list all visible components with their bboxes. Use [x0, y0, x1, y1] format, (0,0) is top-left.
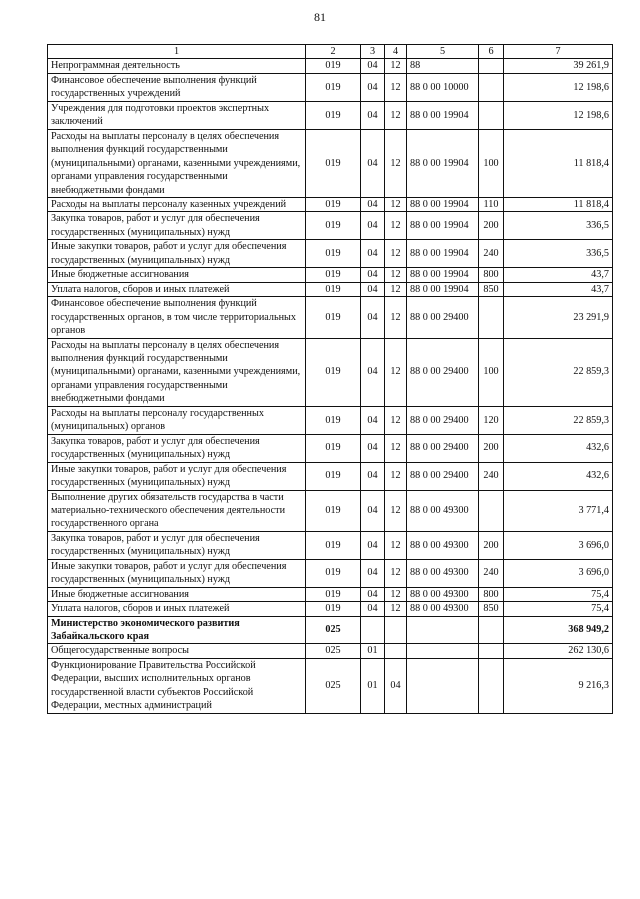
row-subsection-code: 12	[385, 268, 407, 282]
row-name: Иные закупки товаров, работ и услуг для обеспечения государственных (муниципальных) нужд	[48, 462, 306, 490]
row-ministry-code: 019	[306, 212, 361, 240]
row-amount: 432,6	[504, 434, 613, 462]
row-amount: 432,6	[504, 462, 613, 490]
table-row	[48, 434, 613, 462]
row-ministry-code: 019	[306, 240, 361, 268]
row-amount: 9 216,3	[504, 658, 613, 713]
row-target-code: 88 0 00 49300	[407, 587, 479, 601]
row-ministry-code: 025	[306, 616, 361, 644]
row-name: Расходы на выплаты персоналу государственных (муниципальных) органов	[48, 406, 306, 434]
row-section-code: 04	[361, 59, 385, 73]
row-amount: 3 696,0	[504, 531, 613, 559]
row-section-code: 04	[361, 129, 385, 197]
table-row	[48, 559, 613, 587]
row-section-code: 04	[361, 602, 385, 616]
row-subsection-code: 12	[385, 490, 407, 531]
column-header: 1	[48, 45, 306, 59]
row-amount: 12 198,6	[504, 73, 613, 101]
table-row	[48, 59, 613, 73]
row-subsection-code: 12	[385, 297, 407, 338]
table-row	[48, 338, 613, 406]
row-target-code: 88 0 00 19904	[407, 197, 479, 211]
column-header: 5	[407, 45, 479, 59]
budget-table	[47, 44, 613, 714]
row-name: Уплата налогов, сборов и иных платежей	[48, 602, 306, 616]
row-target-code: 88 0 00 19904	[407, 212, 479, 240]
row-expense-type: 800	[479, 587, 504, 601]
row-name: Непрограммная деятельность	[48, 59, 306, 73]
column-header: 2	[306, 45, 361, 59]
table-row	[48, 297, 613, 338]
table-row	[48, 490, 613, 531]
row-ministry-code: 019	[306, 197, 361, 211]
row-target-code: 88	[407, 59, 479, 73]
row-expense-type: 100	[479, 129, 504, 197]
row-target-code: 88 0 00 19904	[407, 282, 479, 296]
row-subsection-code: 12	[385, 406, 407, 434]
row-amount: 75,4	[504, 587, 613, 601]
row-section-code: 04	[361, 462, 385, 490]
row-amount: 3 696,0	[504, 559, 613, 587]
row-section-code: 04	[361, 434, 385, 462]
row-name: Закупка товаров, работ и услуг для обеспечения государственных (муниципальных) нужд	[48, 434, 306, 462]
row-name: Финансовое обеспечение выполнения функций государственных учреждений	[48, 73, 306, 101]
row-ministry-code: 019	[306, 531, 361, 559]
column-header: 6	[479, 45, 504, 59]
row-name: Иные закупки товаров, работ и услуг для обеспечения государственных (муниципальных) нужд	[48, 559, 306, 587]
row-subsection-code: 12	[385, 240, 407, 268]
table-row	[48, 644, 613, 658]
row-subsection-code: 12	[385, 282, 407, 296]
table-row	[48, 587, 613, 601]
row-expense-type: 850	[479, 282, 504, 296]
row-target-code: 88 0 00 49300	[407, 531, 479, 559]
table-row	[48, 101, 613, 129]
row-section-code: 01	[361, 644, 385, 658]
row-ministry-code: 019	[306, 101, 361, 129]
row-section-code: 04	[361, 197, 385, 211]
row-target-code: 88 0 00 19904	[407, 268, 479, 282]
row-subsection-code: 12	[385, 587, 407, 601]
row-name: Расходы на выплаты персоналу казенных учреждений	[48, 197, 306, 211]
row-amount: 336,5	[504, 240, 613, 268]
table-row	[48, 658, 613, 713]
row-expense-type: 100	[479, 338, 504, 406]
row-name: Функционирование Правительства Российской Федерации, высших исполнительных органов государственной власти субъектов Российской Федерации, местных администраций	[48, 658, 306, 713]
row-ministry-code: 019	[306, 297, 361, 338]
row-amount: 43,7	[504, 282, 613, 296]
row-expense-type	[479, 616, 504, 644]
row-subsection-code	[385, 644, 407, 658]
row-expense-type: 240	[479, 240, 504, 268]
row-target-code: 88 0 00 29400	[407, 297, 479, 338]
row-amount: 3 771,4	[504, 490, 613, 531]
row-ministry-code: 019	[306, 602, 361, 616]
row-name: Закупка товаров, работ и услуг для обеспечения государственных (муниципальных) нужд	[48, 531, 306, 559]
table-row	[48, 531, 613, 559]
table-row	[48, 602, 613, 616]
row-section-code: 04	[361, 282, 385, 296]
row-ministry-code: 019	[306, 587, 361, 601]
row-amount: 262 130,6	[504, 644, 613, 658]
row-name: Министерство экономического развития Забайкальского края	[48, 616, 306, 644]
row-amount: 23 291,9	[504, 297, 613, 338]
row-section-code: 01	[361, 658, 385, 713]
row-subsection-code: 12	[385, 338, 407, 406]
row-ministry-code: 019	[306, 73, 361, 101]
table-row	[48, 268, 613, 282]
row-amount: 43,7	[504, 268, 613, 282]
table-row	[48, 462, 613, 490]
row-expense-type: 240	[479, 559, 504, 587]
row-expense-type: 200	[479, 531, 504, 559]
row-ministry-code: 019	[306, 338, 361, 406]
row-subsection-code: 12	[385, 59, 407, 73]
row-name: Иные закупки товаров, работ и услуг для обеспечения государственных (муниципальных) нужд	[48, 240, 306, 268]
row-amount: 22 859,3	[504, 406, 613, 434]
row-amount: 22 859,3	[504, 338, 613, 406]
table-row	[48, 197, 613, 211]
row-subsection-code	[385, 616, 407, 644]
row-section-code: 04	[361, 587, 385, 601]
table-row	[48, 240, 613, 268]
row-name: Финансовое обеспечение выполнения функций государственных органов, в том числе территориальных органов	[48, 297, 306, 338]
row-subsection-code: 12	[385, 559, 407, 587]
row-section-code: 04	[361, 101, 385, 129]
row-subsection-code: 12	[385, 101, 407, 129]
table-row	[48, 73, 613, 101]
table-row	[48, 406, 613, 434]
row-subsection-code: 12	[385, 212, 407, 240]
row-subsection-code: 04	[385, 658, 407, 713]
row-section-code: 04	[361, 212, 385, 240]
row-ministry-code: 019	[306, 490, 361, 531]
row-expense-type	[479, 490, 504, 531]
row-section-code: 04	[361, 406, 385, 434]
row-amount: 11 818,4	[504, 197, 613, 211]
column-header: 3	[361, 45, 385, 59]
row-expense-type	[479, 101, 504, 129]
row-ministry-code: 019	[306, 268, 361, 282]
row-name: Иные бюджетные ассигнования	[48, 268, 306, 282]
row-expense-type	[479, 59, 504, 73]
row-name: Закупка товаров, работ и услуг для обеспечения государственных (муниципальных) нужд	[48, 212, 306, 240]
row-ministry-code: 019	[306, 129, 361, 197]
row-subsection-code: 12	[385, 129, 407, 197]
row-name: Уплата налогов, сборов и иных платежей	[48, 282, 306, 296]
row-subsection-code: 12	[385, 73, 407, 101]
row-section-code: 04	[361, 559, 385, 587]
row-name: Выполнение других обязательств государства в части материально-технического обеспечения деятельности государственного органа	[48, 490, 306, 531]
row-expense-type	[479, 73, 504, 101]
row-expense-type: 120	[479, 406, 504, 434]
row-amount: 12 198,6	[504, 101, 613, 129]
row-target-code: 88 0 00 49300	[407, 602, 479, 616]
row-section-code: 04	[361, 338, 385, 406]
row-section-code: 04	[361, 490, 385, 531]
row-expense-type: 850	[479, 602, 504, 616]
row-target-code	[407, 644, 479, 658]
row-name: Расходы на выплаты персоналу в целях обеспечения выполнения функций государственными (муниципальными) органами, казенными учреждениями, органами управления государственными внебюджетными фондами	[48, 338, 306, 406]
row-target-code: 88 0 00 19904	[407, 129, 479, 197]
row-expense-type: 800	[479, 268, 504, 282]
row-ministry-code: 019	[306, 59, 361, 73]
row-name: Расходы на выплаты персоналу в целях обеспечения выполнения функций государственными (муниципальными) органами, казенными учреждениями, органами управления государственными внебюджетными фондами	[48, 129, 306, 197]
row-ministry-code: 019	[306, 434, 361, 462]
row-target-code: 88 0 00 19904	[407, 101, 479, 129]
row-amount: 336,5	[504, 212, 613, 240]
row-amount: 11 818,4	[504, 129, 613, 197]
row-amount: 39 261,9	[504, 59, 613, 73]
row-target-code: 88 0 00 19904	[407, 240, 479, 268]
row-section-code: 04	[361, 240, 385, 268]
row-ministry-code: 019	[306, 282, 361, 296]
row-subsection-code: 12	[385, 197, 407, 211]
row-ministry-code: 025	[306, 658, 361, 713]
row-subsection-code: 12	[385, 434, 407, 462]
row-section-code: 04	[361, 297, 385, 338]
row-target-code: 88 0 00 29400	[407, 462, 479, 490]
column-header: 7	[504, 45, 613, 59]
table-row	[48, 282, 613, 296]
row-section-code: 04	[361, 73, 385, 101]
row-expense-type: 110	[479, 197, 504, 211]
row-name: Учреждения для подготовки проектов экспертных заключений	[48, 101, 306, 129]
table-row	[48, 616, 613, 644]
row-name: Иные бюджетные ассигнования	[48, 587, 306, 601]
row-expense-type	[479, 644, 504, 658]
row-target-code: 88 0 00 29400	[407, 338, 479, 406]
row-expense-type	[479, 658, 504, 713]
row-ministry-code: 019	[306, 559, 361, 587]
row-expense-type: 200	[479, 434, 504, 462]
row-expense-type: 240	[479, 462, 504, 490]
row-subsection-code: 12	[385, 462, 407, 490]
row-expense-type	[479, 297, 504, 338]
row-target-code: 88 0 00 29400	[407, 434, 479, 462]
row-section-code	[361, 616, 385, 644]
page-number: 81	[314, 10, 326, 24]
row-expense-type: 200	[479, 212, 504, 240]
row-target-code: 88 0 00 49300	[407, 559, 479, 587]
row-amount: 75,4	[504, 602, 613, 616]
row-target-code: 88 0 00 49300	[407, 490, 479, 531]
column-header: 4	[385, 45, 407, 59]
row-amount: 368 949,2	[504, 616, 613, 644]
row-subsection-code: 12	[385, 602, 407, 616]
table-row	[48, 212, 613, 240]
row-target-code: 88 0 00 29400	[407, 406, 479, 434]
row-target-code: 88 0 00 10000	[407, 73, 479, 101]
row-ministry-code: 019	[306, 406, 361, 434]
row-target-code	[407, 658, 479, 713]
row-subsection-code: 12	[385, 531, 407, 559]
header-row	[48, 45, 613, 59]
row-section-code: 04	[361, 268, 385, 282]
row-section-code: 04	[361, 531, 385, 559]
row-name: Общегосударственные вопросы	[48, 644, 306, 658]
row-ministry-code: 019	[306, 462, 361, 490]
table-row	[48, 129, 613, 197]
row-target-code	[407, 616, 479, 644]
row-ministry-code: 025	[306, 644, 361, 658]
